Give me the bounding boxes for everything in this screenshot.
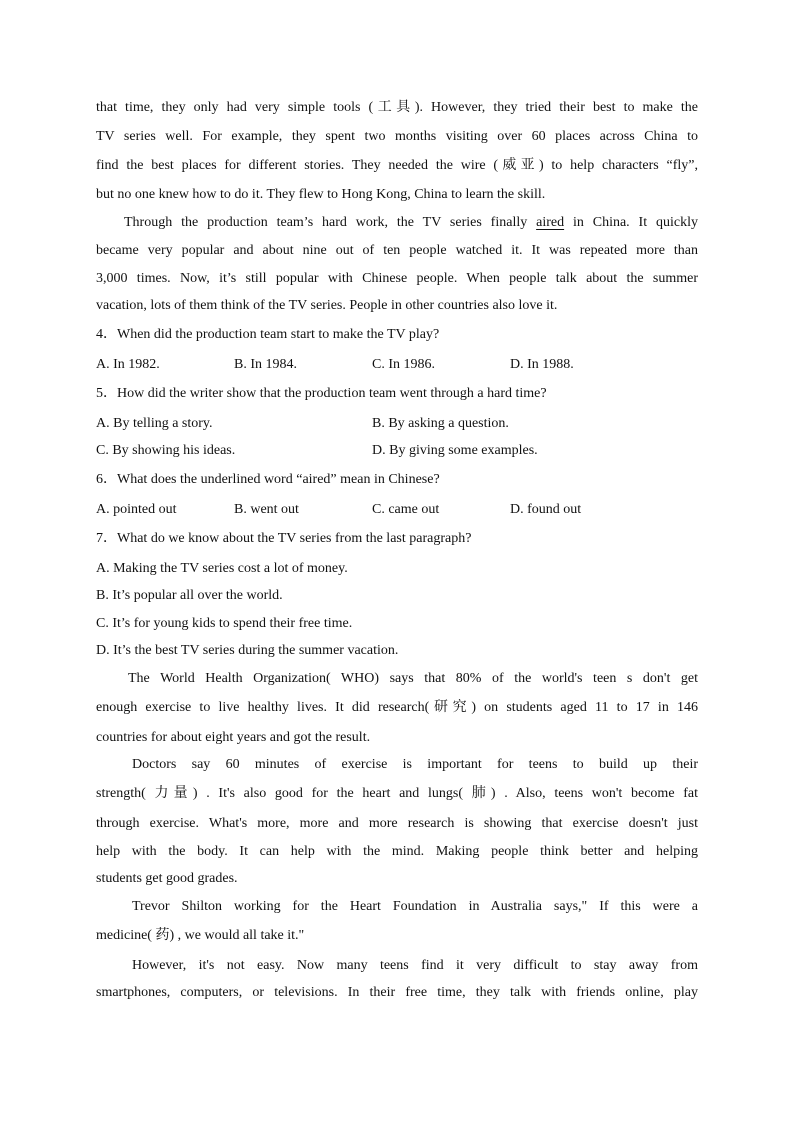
passage-a-line: find the best places for different stories. They needed the wire (威亚) to help characters “fly”, [96, 158, 698, 173]
question-5-option-d: D. By giving some examples. [372, 443, 538, 458]
question-4-option-c: C. In 1986. [372, 357, 435, 372]
question-6-stem: 6．What does the underlined word “aired” mean in Chinese? [96, 472, 440, 487]
underlined-word-aired: aired [536, 215, 565, 230]
passage-a-line: 3,000 times. Now, it’s still popular with Chinese people. When people talk about the summer [96, 271, 698, 286]
passage-b-line: The World Health Organization( WHO) says that 80% of the world's teen s don't get [128, 671, 698, 686]
question-4-option-a: A. In 1982. [96, 357, 160, 372]
question-7-option-b: B. It’s popular all over the world. [96, 588, 283, 603]
passage-b-line: medicine( 药) , we would all take it." [96, 928, 305, 943]
question-7-option-c: C. It’s for young kids to spend their free time. [96, 616, 353, 631]
passage-b-line: help with the body. It can help with the mind. Making people think better and helping [96, 844, 698, 859]
passage-a-line: vacation, lots of them think of the TV series. People in other countries also love it. [96, 298, 558, 313]
question-6-option-d: D. found out [510, 502, 582, 517]
passage-b-line: countries for about eight years and got the result. [96, 730, 371, 745]
question-6-option-c: C. came out [372, 502, 440, 517]
question-5-option-b: B. By asking a question. [372, 416, 509, 431]
passage-a-line: became very popular and about nine out of ten people watched it. It was repeated more than [96, 243, 698, 258]
question-5-stem: 5．How did the writer show that the production team went through a hard time? [96, 386, 547, 401]
question-4-option-d: D. In 1988. [510, 357, 574, 372]
passage-a-line: that time, they only had very simple tools (工具). However, they tried their best to make the [96, 100, 698, 115]
passage-b-line: students get good grades. [96, 871, 238, 886]
question-6-option-a: A. pointed out [96, 502, 177, 517]
question-4-option-b: B. In 1984. [234, 357, 297, 372]
passage-a-line: TV series well. For example, they spent two months visiting over 60 places across China to [96, 129, 698, 144]
question-6-option-b: B. went out [234, 502, 299, 517]
question-7-stem: 7．What do we know about the TV series from the last paragraph? [96, 531, 472, 546]
text-run: in China. It quickly [564, 215, 698, 230]
passage-a-para2-first-line [124, 214, 698, 232]
passage-b-line: strength( 力量) . It's also good for the heart and lungs( 肺) . Also, teens won't become fat [96, 786, 698, 801]
passage-b-line: through exercise. What's more, more and more research is showing that exercise doesn't just [96, 816, 698, 831]
passage-b-line: However, it's not easy. Now many teens find it very difficult to stay away from [132, 958, 698, 973]
passage-b-line: smartphones, computers, or televisions. In their free time, they talk with friends online, play [96, 985, 698, 1000]
question-4-stem: 4．When did the production team start to make the TV play? [96, 327, 440, 342]
question-7-option-d: D. It’s the best TV series during the summer vacation. [96, 643, 399, 658]
passage-a-line: but no one knew how to do it. They flew to Hong Kong, China to learn the skill. [96, 187, 546, 202]
question-7-option-a: A. Making the TV series cost a lot of money. [96, 561, 348, 576]
text-run: Through the production team’s hard work, the TV series finally [124, 215, 537, 230]
passage-b-line: enough exercise to live healthy lives. It did research(研究) on students aged 11 to 17 in 146 [96, 700, 698, 715]
passage-b-line: Trevor Shilton working for the Heart Foundation in Australia says," If this were a [132, 899, 698, 914]
question-5-option-c: C. By showing his ideas. [96, 443, 236, 458]
passage-b-line: Doctors say 60 minutes of exercise is important for teens to build up their [132, 757, 698, 772]
question-5-option-a: A. By telling a story. [96, 416, 213, 431]
